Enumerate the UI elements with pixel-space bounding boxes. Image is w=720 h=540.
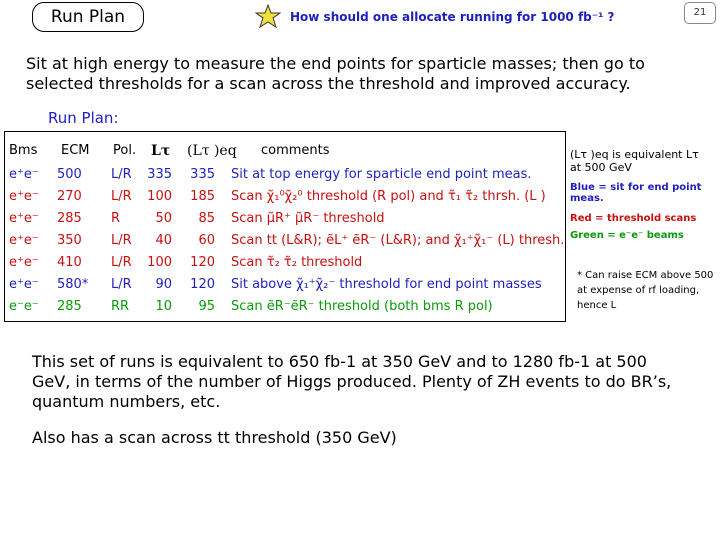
- cell-pol: R: [111, 211, 121, 226]
- page-number: 21: [684, 2, 716, 24]
- cell-comment: Sit at top energy for sparticle end point meas.: [231, 167, 532, 182]
- cell-beams: e⁺e⁻: [9, 233, 39, 248]
- cell-lteq: 120: [190, 277, 215, 292]
- legend-red: Red = threshold scans: [570, 213, 697, 224]
- cell-beams: e⁻e⁻: [9, 299, 39, 314]
- table-row: [5, 274, 565, 296]
- cell-comment: Scan χ̃₁⁰χ̃₂⁰ threshold (R pol) and τ̃₁ τ̃₂ thrsh. (L ): [231, 189, 546, 204]
- cell-ecm: 410: [57, 255, 82, 270]
- cell-lteq: 120: [190, 255, 215, 270]
- legend-blue: Blue = sit for end point meas.: [570, 182, 702, 204]
- cell-comment: Scan τ̃₂ τ̃₂ threshold: [231, 255, 363, 270]
- cell-lt: 100: [147, 255, 172, 270]
- cell-ecm: 500: [57, 167, 82, 182]
- cell-pol: RR: [111, 299, 130, 314]
- cell-pol: L/R: [111, 255, 132, 270]
- header-lteq: (Lτ )eq: [187, 143, 237, 159]
- table-row: [5, 186, 565, 208]
- cell-lt: 100: [147, 189, 172, 204]
- table-row: [5, 230, 565, 252]
- star-icon: [255, 4, 281, 28]
- cell-pol: L/R: [111, 277, 132, 292]
- table-row: [5, 296, 565, 318]
- cell-lt: 90: [155, 277, 172, 292]
- cell-pol: L/R: [111, 189, 132, 204]
- run-plan-table: [4, 131, 566, 322]
- page-title: Run Plan: [32, 2, 144, 32]
- summary-text: This set of runs is equivalent to 650 fb-1 at 350 GeV and to 1280 fb-1 at 500 GeV, in terms of the number of Higgs produced. Plenty of ZH events to do BR’s, quantum numbers, etc.: [32, 352, 672, 411]
- equivalence-note: (Lτ )eq is equivalent Lτ at 500 GeV: [570, 148, 699, 174]
- table-row: [5, 208, 565, 230]
- cell-lt: 50: [155, 211, 172, 226]
- cell-ecm: 285: [57, 211, 82, 226]
- cell-beams: e⁺e⁻: [9, 167, 39, 182]
- legend-green: Green = e⁻e⁻ beams: [570, 230, 684, 241]
- cell-ecm: 285: [57, 299, 82, 314]
- header-pol: Pol.: [113, 143, 137, 158]
- cell-beams: e⁺e⁻: [9, 211, 39, 226]
- cell-ecm: 580*: [57, 277, 89, 292]
- header-ecm: ECM: [61, 143, 90, 158]
- cell-comment: Scan μ̃R⁺ μ̃R⁻ threshold: [231, 211, 385, 226]
- header-beams: Bms: [9, 143, 38, 158]
- cell-lteq: 185: [190, 189, 215, 204]
- cell-lteq: 335: [190, 167, 215, 182]
- cell-beams: e⁺e⁻: [9, 277, 39, 292]
- header-lt: Lτ: [151, 143, 171, 159]
- cell-lt: 40: [155, 233, 172, 248]
- cell-beams: e⁺e⁻: [9, 189, 39, 204]
- intro-text: Sit at high energy to measure the end points for sparticle masses; then go to selected thresholds for a scan across the threshold and improved accuracy.: [26, 54, 645, 93]
- table-row: [5, 164, 565, 186]
- run-plan-label: Run Plan:: [48, 109, 119, 127]
- cell-comment: Scan tt (L&R); ẽL⁺ ẽR⁻ (L&R); and χ̃₁⁺χ̃₁⁻ (L) thresh.: [231, 233, 565, 248]
- scan-note: Also has a scan across tt threshold (350 GeV): [32, 428, 397, 447]
- cell-lteq: 85: [198, 211, 215, 226]
- header-comments: comments: [261, 143, 330, 158]
- table-row: [5, 252, 565, 274]
- cell-ecm: 350: [57, 233, 82, 248]
- cell-comment: Sit above χ̃₁⁺χ̃₂⁻ threshold for end point masses: [231, 277, 542, 292]
- cell-beams: e⁺e⁻: [9, 255, 39, 270]
- ecm-footnote: * Can raise ECM above 500 at expense of rf loading, hence L: [577, 270, 714, 311]
- cell-lt: 10: [155, 299, 172, 314]
- cell-ecm: 270: [57, 189, 82, 204]
- cell-lteq: 60: [198, 233, 215, 248]
- cell-lt: 335: [147, 167, 172, 182]
- table-header-row: [5, 140, 565, 162]
- cell-pol: L/R: [111, 233, 132, 248]
- question-heading: How should one allocate running for 1000 fb⁻¹ ?: [290, 10, 615, 24]
- cell-pol: L/R: [111, 167, 132, 182]
- cell-comment: Scan ẽR⁻ẽR⁻ threshold (both bms R pol): [231, 299, 493, 314]
- cell-lteq: 95: [198, 299, 215, 314]
